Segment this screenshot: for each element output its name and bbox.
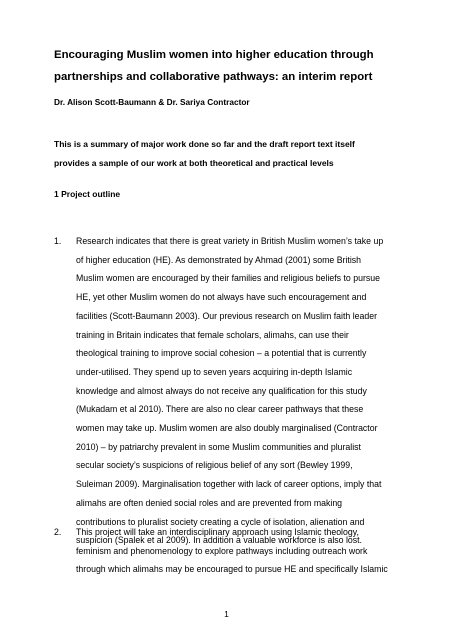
authors: Dr. Alison Scott-Baumann & Dr. Sariya Contractor (54, 97, 250, 107)
paragraph-number: 1. (54, 236, 62, 246)
paragraph-line: This project will take an interdisciplinary approach using Islamic theology, (76, 527, 359, 537)
document-title (54, 44, 414, 88)
paragraph-body (76, 523, 426, 579)
paragraph-line: training in Britain indicates that female scholars, alimahs, can use their (76, 329, 349, 340)
title-line: partnerships and collaborative pathways: an interim report (54, 71, 373, 83)
paragraph-line: through which alimahs may be encouraged to pursue HE and specifically Islamic (76, 564, 388, 575)
section-heading: 1 Project outline (54, 189, 121, 199)
paragraph-line: women may take up. Muslim women are also doubly marginalised (Contractor (76, 423, 378, 434)
paragraph-number: 2. (54, 527, 62, 537)
paragraph-body (76, 232, 426, 550)
paragraph-line: Muslim women are encouraged by their families and religious beliefs to pursue (76, 273, 380, 284)
paragraph-line: secular society’s suspicions of religious belief of any sort (Bewley 1999, (76, 460, 353, 471)
summary-line: provides a sample of our work at both theoretical and practical levels (54, 157, 334, 168)
title-line: Encouraging Muslim women into higher education through (54, 49, 374, 61)
paragraph-line: contributions to pluralist society creating a cycle of isolation, alienation and (76, 516, 365, 527)
summary-line: This is a summary of major work done so far and the draft report text itself (54, 139, 355, 149)
summary (54, 135, 414, 172)
paragraph-line: knowledge and almost always do not receive any qualification for this study (76, 385, 367, 396)
paragraph-2 (54, 523, 426, 579)
paragraph-line: (Mukadam et al 2010). There are also no clear career pathways that these (76, 404, 364, 415)
paragraph-line: under-utilised. They spend up to seven years acquiring in-depth Islamic (76, 366, 353, 377)
paragraph-line: theological training to improve social cohesion – a potential that is currently (76, 348, 367, 359)
paragraph-line: of higher education (HE). As demonstrated by Ahmad (2001) some British (76, 254, 362, 265)
paragraph-line: suspicion (Spalek et al 2009). In addition a valuable workforce is also lost. (76, 535, 362, 546)
paragraph-line: alimahs are often denied social roles and are prevented from making (76, 497, 343, 508)
paragraph-line: 2010) – by patriarchy prevalent in some Muslim communities and pluralist (76, 441, 361, 452)
paragraph-line: feminism and phenomenology to explore pathways including outreach work (76, 545, 368, 556)
paragraph-line: Suleiman 2009). Marginalisation together with lack of career options, imply that (76, 479, 382, 490)
page-number: 1 (224, 609, 229, 619)
paragraph-line: facilities (Scott-Baumann 2003). Our previous research on Muslim faith leader (76, 310, 378, 321)
paragraph-line: Research indicates that there is great variety in British Muslim women’s take up (76, 236, 384, 246)
paragraph-1 (54, 232, 426, 550)
paragraph-line: HE, yet other Muslim women do not always have such encouragement and (76, 292, 367, 303)
